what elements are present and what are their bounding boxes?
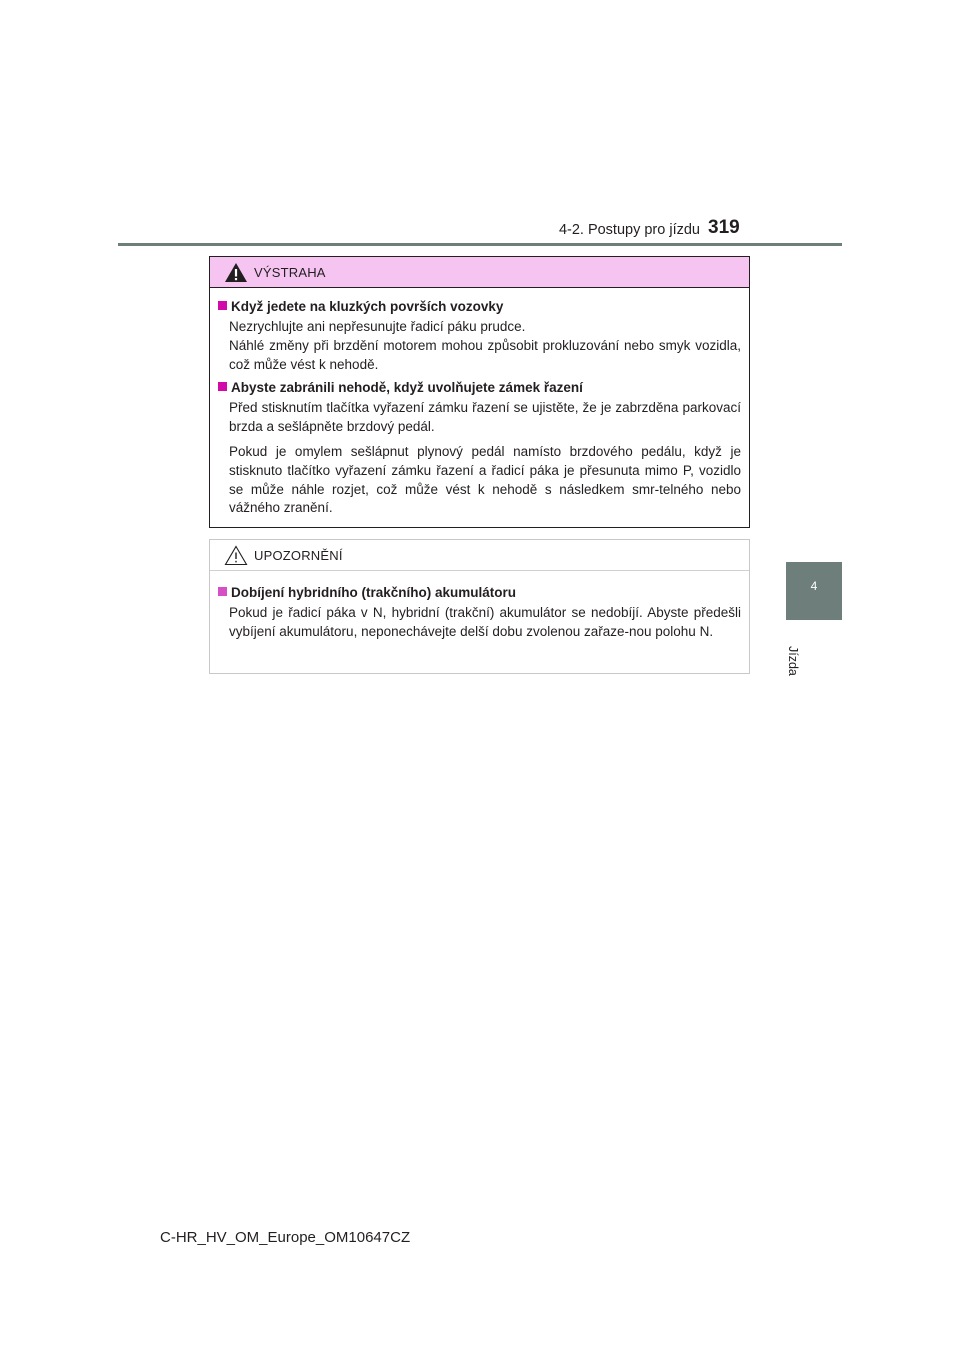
chapter-tab-number: 4 bbox=[786, 562, 842, 620]
caution-box bbox=[209, 539, 750, 674]
page-number: 319 bbox=[708, 217, 740, 238]
warning-item-heading bbox=[218, 297, 741, 316]
warning-item-paragraph: Nezrychlujte ani nepřesunujte řadicí páku prudce. bbox=[229, 319, 526, 334]
warning-title: VÝSTRAHA bbox=[254, 265, 326, 280]
warning-box-header bbox=[210, 257, 749, 288]
caution-item-heading bbox=[218, 583, 741, 602]
square-bullet-icon bbox=[218, 587, 227, 596]
caution-title: UPOZORNĚNÍ bbox=[254, 548, 343, 563]
warning-item-heading-text: Když jedete na kluzkých površích vozovky bbox=[231, 299, 504, 314]
warning-box bbox=[209, 256, 750, 528]
warning-item-heading-text: Abyste zabránili nehodě, když uvolňujete zámek řazení bbox=[231, 380, 583, 396]
caution-box-body bbox=[210, 571, 749, 642]
running-header-section: 4-2. Postupy pro jízdu bbox=[558, 222, 700, 238]
warning-item-paragraph: Pokud je omylem sešlápnut plynový pedál namísto brzdového pedálu, když je stisknuto tlačítko vyřazení zámku řazení a řadicí páka je přesunuta mimo P, vozidlo se může náhle rozjet, což může vést k nehodě s následkem smr-telného nebo vážného zranění. bbox=[229, 443, 741, 516]
warning-triangle-filled-icon bbox=[224, 262, 248, 283]
caution-item-heading-text: Dobíjení hybridního (trakčního) akumulátoru bbox=[231, 585, 517, 600]
square-bullet-icon bbox=[218, 382, 227, 391]
chapter-tab-name-text: Jízda bbox=[786, 646, 800, 676]
warning-item-paragraph: Před stisknutím tlačítka vyřazení zámku řazení se ujistěte, že je zabrzděna parkovací brzda a sešlápněte brzdový pedál. bbox=[229, 400, 741, 435]
warning-item-heading bbox=[218, 378, 741, 397]
header-rule bbox=[118, 243, 842, 246]
document-code: C-HR_HV_OM_Europe_OM10647CZ bbox=[160, 1229, 411, 1246]
caution-box-header bbox=[210, 540, 749, 571]
warning-triangle-outline-icon bbox=[224, 545, 248, 566]
warning-item-paragraph: Náhlé změny při brzdění motorem mohou způsobit prokluzování nebo smyk vozidla, což může vést k nehodě. bbox=[229, 337, 741, 372]
chapter-tab-name bbox=[786, 628, 838, 676]
square-bullet-icon bbox=[218, 301, 227, 310]
warning-box-body bbox=[210, 288, 749, 518]
caution-item-paragraph: Pokud je řadicí páka v N, hybridní (trakční) akumulátor se nedobíjí. Abyste předešli vybíjení akumulátoru, neponechávejte delší dobu zvolenou zařaze-nou polohu N. bbox=[229, 605, 741, 639]
